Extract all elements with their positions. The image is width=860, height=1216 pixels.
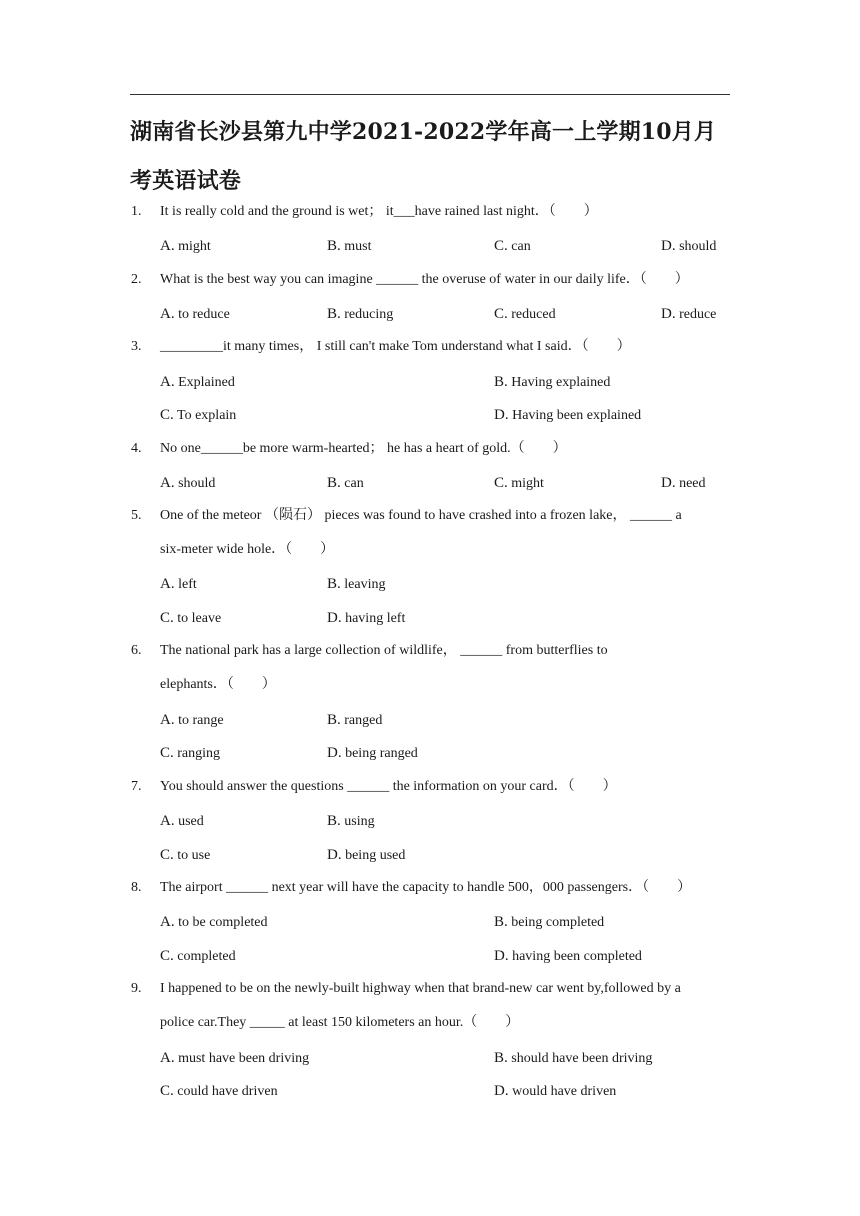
answer-option[interactable] [494, 373, 610, 392]
answer-option[interactable] [160, 1082, 278, 1101]
option-letter: A. [160, 238, 175, 255]
option-text: reduce [675, 307, 717, 322]
option-text: To explain [173, 408, 237, 424]
answer-option[interactable] [327, 846, 405, 865]
option-letter: C. [160, 1083, 174, 1100]
answer-option[interactable] [327, 711, 382, 730]
answer-option[interactable] [661, 474, 706, 493]
option-text: need [675, 476, 706, 491]
answer-option[interactable] [160, 609, 221, 628]
question-number: 7. [131, 778, 142, 794]
exam-title: 湖南省长沙县第九中学2021-2022学年高一上学期10月月考英语试卷 [130, 119, 717, 194]
option-letter: D. [494, 407, 509, 424]
answer-option[interactable] [661, 305, 716, 324]
question-stem: _________it many times， I still can't make Tom understand what I said．（ ） [160, 339, 631, 355]
option-text: to leave [173, 611, 222, 627]
option-letter: D. [661, 475, 676, 491]
question-number: 8. [131, 880, 142, 895]
option-letter: D. [661, 306, 676, 322]
question-stem: six-meter wide hole．（ ） [160, 542, 335, 557]
answer-option[interactable] [327, 744, 418, 763]
answer-option[interactable] [661, 237, 716, 256]
option-text: could have driven [173, 1084, 278, 1100]
option-text: reduced [507, 307, 556, 322]
option-letter: A. [160, 1049, 175, 1066]
answer-option[interactable] [160, 1049, 309, 1068]
option-letter: A. [160, 306, 175, 322]
answer-option[interactable] [494, 237, 531, 256]
answer-option[interactable] [160, 913, 268, 932]
answer-option[interactable] [327, 609, 405, 628]
answer-option[interactable] [160, 846, 210, 865]
option-letter: D. [327, 610, 342, 627]
answer-option[interactable] [160, 947, 236, 966]
question-stem: police car.They _____ at least 150 kilometers an hour.（ ） [160, 1015, 520, 1031]
option-text: to be completed [174, 915, 268, 931]
option-text: would have driven [508, 1084, 617, 1100]
answer-option[interactable] [160, 812, 204, 831]
option-text: to use [173, 847, 211, 863]
option-text: left [174, 577, 197, 593]
option-letter: D. [327, 745, 342, 762]
option-letter: B. [327, 475, 341, 491]
option-letter: C. [160, 407, 174, 424]
answer-option[interactable] [327, 305, 393, 324]
answer-option[interactable] [160, 305, 230, 324]
answer-option[interactable] [160, 744, 220, 763]
option-text: should [174, 476, 216, 491]
question-number: 6. [131, 643, 142, 659]
question-number: 4. [131, 440, 142, 456]
option-text: should [675, 239, 717, 255]
option-letter: A. [160, 576, 175, 593]
option-text: ranging [173, 746, 221, 762]
answer-option[interactable] [327, 575, 385, 594]
option-text: leaving [340, 577, 386, 593]
question-stem: No one______be more warm-hearted； he has a heart of gold.（ ） [160, 440, 567, 456]
question-number: 2. [131, 271, 142, 287]
option-letter: D. [661, 238, 676, 255]
option-letter: A. [160, 914, 175, 931]
option-letter: C. [160, 745, 174, 762]
option-text: using [340, 814, 375, 829]
option-text: being completed [507, 915, 605, 931]
option-text: to range [174, 712, 224, 728]
option-text: Having been explained [508, 408, 642, 424]
option-text: must [340, 239, 372, 255]
answer-option[interactable] [327, 812, 375, 831]
option-letter: B. [327, 576, 341, 593]
question-number: 5. [131, 508, 142, 524]
option-letter: C. [494, 475, 508, 491]
option-text: can [340, 476, 364, 491]
option-text: Having explained [507, 374, 611, 390]
option-letter: A. [160, 373, 175, 390]
option-text: having left [341, 611, 406, 627]
question-stem: One of the meteor （陨石） pieces was found to have crashed into a frozen lake， ______ a [160, 508, 682, 524]
option-letter: C. [160, 948, 174, 965]
header-rule [130, 94, 730, 95]
answer-option[interactable] [160, 711, 224, 730]
answer-option[interactable] [494, 947, 642, 966]
option-letter: B. [494, 914, 508, 931]
option-letter: C. [160, 846, 174, 863]
option-letter: D. [494, 1083, 509, 1100]
option-letter: B. [327, 306, 341, 322]
option-text: ranged [340, 712, 383, 728]
question-stem: elephants．（ ） [160, 677, 276, 693]
option-text: being used [341, 847, 406, 863]
answer-option[interactable] [327, 474, 364, 493]
answer-option[interactable] [327, 237, 372, 256]
answer-option[interactable] [160, 237, 211, 256]
option-letter: B. [327, 711, 341, 728]
option-letter: B. [494, 1049, 508, 1066]
question-number: 3. [131, 339, 142, 355]
question-stem: The airport ______ next year will have the capacity to handle 500，000 passengers．（ ） [160, 880, 692, 895]
answer-option[interactable] [494, 474, 544, 493]
option-letter: A. [160, 813, 175, 829]
answer-option[interactable] [494, 913, 604, 932]
option-text: should have been driving [507, 1050, 653, 1066]
option-text: Explained [174, 374, 235, 390]
question-stem: You should answer the questions ______ the information on your card．（ ） [160, 778, 617, 794]
question-stem: The national park has a large collection of wildlife， ______ from butterflies to [160, 643, 608, 659]
answer-option[interactable] [160, 406, 236, 425]
option-letter: A. [160, 475, 175, 491]
option-text: can [507, 239, 531, 255]
question-number: 9. [131, 981, 142, 997]
option-letter: C. [494, 238, 508, 255]
option-letter: B. [327, 813, 341, 829]
option-letter: B. [494, 373, 508, 390]
option-text: might [507, 476, 544, 491]
option-letter: C. [160, 610, 174, 627]
answer-option[interactable] [494, 1082, 616, 1101]
option-text: used [174, 814, 204, 829]
option-text: completed [173, 949, 236, 965]
option-text: reducing [340, 307, 394, 322]
answer-option[interactable] [494, 406, 641, 425]
answer-option[interactable] [160, 474, 215, 493]
option-text: must have been driving [174, 1050, 310, 1066]
question-number: 1. [131, 204, 142, 219]
option-letter: D. [494, 948, 509, 965]
answer-option[interactable] [494, 305, 556, 324]
option-text: to reduce [174, 307, 230, 322]
option-text: being ranged [341, 746, 418, 762]
option-letter: A. [160, 711, 175, 728]
option-letter: B. [327, 238, 341, 255]
answer-option[interactable] [494, 1049, 652, 1068]
question-stem: It is really cold and the ground is wet； it___have rained last night．（ ） [160, 204, 598, 219]
option-text: having been completed [508, 949, 642, 965]
option-text: might [174, 239, 211, 255]
option-letter: D. [327, 846, 342, 863]
question-stem: I happened to be on the newly-built highway when that brand-new car went by,followed by a [160, 981, 681, 997]
answer-option[interactable] [160, 575, 197, 594]
question-stem: What is the best way you can imagine ______ the overuse of water in our daily life．（ ） [160, 271, 689, 287]
answer-option[interactable] [160, 373, 235, 392]
option-letter: C. [494, 306, 508, 322]
